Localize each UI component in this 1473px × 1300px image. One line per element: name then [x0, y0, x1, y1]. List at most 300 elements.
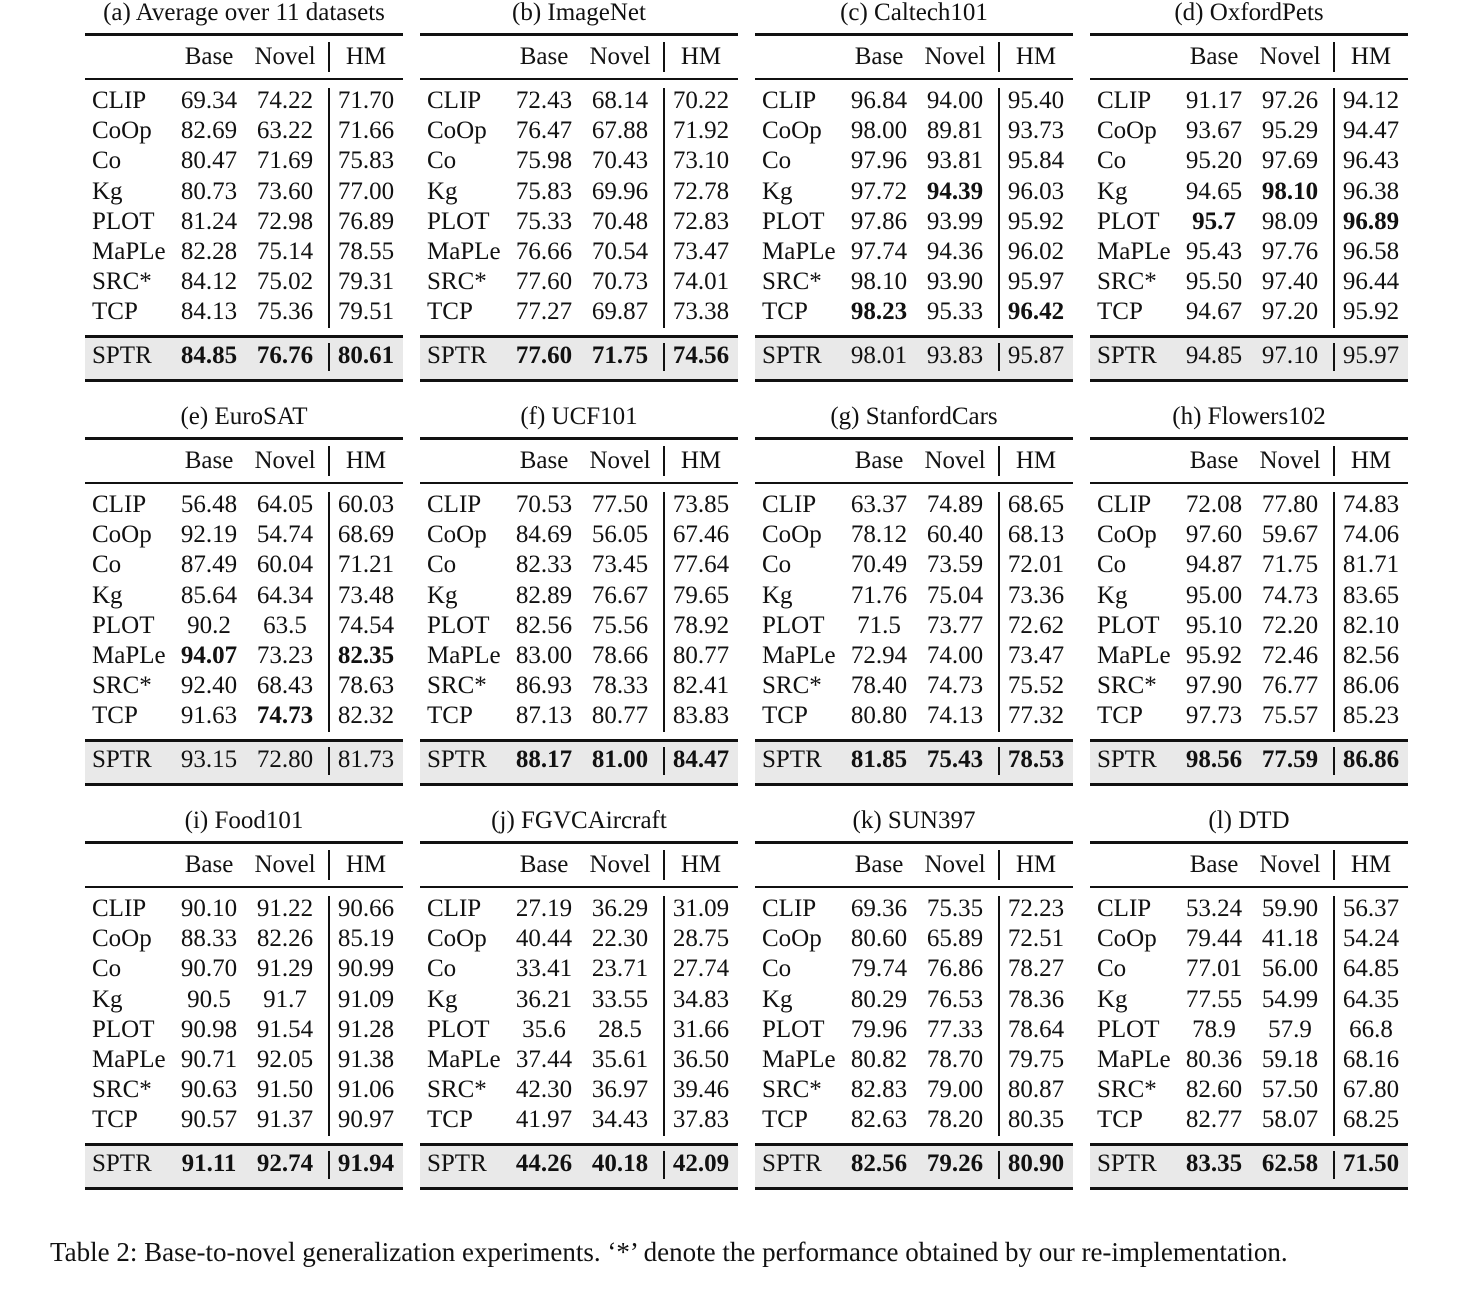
base-value: 80.80 [850, 702, 908, 730]
hm-value: 77.00 [337, 177, 395, 205]
method-name: Kg [92, 985, 123, 1013]
subtable-title: (j) FGVCAircraft [491, 807, 667, 834]
base-value: 80.36 [1185, 1046, 1243, 1073]
base-value: 98.01 [850, 342, 908, 369]
table-row [1090, 297, 1408, 327]
method-name: SPTR [1097, 1150, 1157, 1177]
column-separator [998, 492, 1000, 732]
base-value: 37.44 [515, 1046, 573, 1073]
table-row [85, 550, 403, 580]
hm-value: 68.65 [1007, 491, 1065, 518]
novel-value: 78.20 [926, 1106, 984, 1134]
base-value: 82.83 [850, 1076, 908, 1104]
method-name: CoOp [762, 521, 822, 549]
top-rule [1090, 437, 1408, 440]
base-value: 71.5 [857, 611, 901, 639]
method-name: Co [92, 955, 122, 983]
subtable-title: (a) Average over 11 datasets [103, 0, 385, 26]
novel-value: 70.73 [591, 268, 649, 296]
hm-value: 79.65 [672, 581, 730, 609]
column-separator [328, 42, 330, 72]
table-row [755, 207, 1073, 237]
method-name: CoOp [427, 117, 487, 145]
column-header-row [85, 850, 403, 880]
table-row [1090, 894, 1408, 924]
column-separator [998, 446, 1000, 476]
novel-value: 92.74 [256, 1150, 314, 1177]
column-header-row [755, 42, 1073, 72]
column-header-row [755, 850, 1073, 880]
hm-value: 34.83 [672, 985, 730, 1013]
method-name: CoOp [427, 925, 487, 953]
column-separator [328, 492, 330, 732]
bottom-rule [420, 783, 738, 786]
novel-value: 93.90 [926, 268, 984, 296]
table-row [1090, 924, 1408, 954]
column-separator [328, 88, 330, 328]
hm-value: 77.32 [1007, 702, 1065, 730]
table-row [420, 611, 738, 641]
header-hm: HM [680, 851, 722, 878]
sptr-row [420, 1149, 738, 1179]
column-separator [328, 747, 330, 775]
base-value: 98.00 [850, 117, 908, 145]
novel-value: 64.05 [256, 491, 314, 518]
base-value: 35.6 [522, 1015, 566, 1043]
method-name: PLOT [1097, 207, 1160, 235]
header-hm: HM [1350, 43, 1392, 70]
table-row [85, 520, 403, 550]
novel-value: 75.57 [1261, 702, 1319, 730]
header-base: Base [519, 851, 569, 878]
novel-value: 97.69 [1261, 147, 1319, 175]
column-separator [998, 42, 1000, 72]
novel-value: 56.05 [591, 521, 649, 549]
bottom-rule [85, 783, 403, 786]
top-rule [755, 437, 1073, 440]
method-name: SPTR [762, 746, 822, 773]
method-name: PLOT [762, 1015, 825, 1043]
novel-value: 57.9 [1268, 1015, 1312, 1043]
table-row [755, 550, 1073, 580]
novel-value: 36.97 [591, 1076, 649, 1104]
base-value: 83.00 [515, 642, 573, 669]
method-name: Co [92, 551, 122, 579]
hm-value: 96.89 [1342, 207, 1400, 235]
method-name: TCP [92, 298, 138, 326]
hm-value: 72.01 [1007, 551, 1065, 579]
method-name: Kg [427, 985, 458, 1013]
hm-value: 73.10 [672, 147, 730, 175]
column-separator [663, 492, 665, 732]
hm-value: 73.36 [1007, 581, 1065, 609]
novel-value: 97.26 [1261, 87, 1319, 114]
table-row [420, 701, 738, 731]
novel-value: 68.14 [591, 87, 649, 114]
table-row [420, 894, 738, 924]
column-separator [328, 896, 330, 1136]
table-row [755, 297, 1073, 327]
hm-value: 78.64 [1007, 1015, 1065, 1043]
method-name: SPTR [762, 342, 822, 369]
hm-value: 96.38 [1342, 177, 1400, 205]
base-value: 77.27 [515, 298, 573, 326]
base-value: 97.74 [850, 238, 908, 265]
top-rule [85, 841, 403, 844]
hm-value: 96.42 [1007, 298, 1065, 326]
header-novel: Novel [589, 43, 651, 70]
base-value: 82.33 [515, 551, 573, 579]
sptr-row [1090, 1149, 1408, 1179]
column-separator [998, 88, 1000, 328]
bottom-rule [85, 1187, 403, 1190]
sptr-row [85, 341, 403, 371]
top-rule [420, 437, 738, 440]
hm-value: 64.85 [1342, 955, 1400, 983]
novel-value: 57.50 [1261, 1076, 1319, 1104]
method-name: SPTR [92, 746, 152, 773]
subtable-title: (f) UCF101 [520, 403, 638, 430]
hm-value: 74.54 [337, 611, 395, 639]
base-value: 81.85 [850, 746, 908, 773]
method-name: PLOT [92, 611, 155, 639]
novel-value: 93.83 [926, 342, 984, 369]
base-value: 90.10 [180, 895, 238, 922]
header-base: Base [854, 43, 904, 70]
novel-value: 56.00 [1261, 955, 1319, 983]
top-rule [755, 841, 1073, 844]
column-separator [328, 446, 330, 476]
sptr-row [1090, 745, 1408, 775]
hm-value: 90.99 [337, 955, 395, 983]
novel-value: 70.43 [591, 147, 649, 175]
novel-value: 74.73 [926, 672, 984, 700]
base-value: 82.28 [180, 238, 238, 265]
column-separator [1333, 88, 1335, 328]
header-novel: Novel [924, 447, 986, 474]
subtable-title: (c) Caltech101 [840, 0, 988, 26]
method-name: TCP [1097, 702, 1143, 730]
header-base: Base [854, 851, 904, 878]
novel-value: 69.96 [591, 177, 649, 205]
hm-value: 95.97 [1007, 268, 1065, 296]
hm-value: 80.35 [1007, 1106, 1065, 1134]
novel-value: 73.60 [256, 177, 314, 205]
method-name: SRC* [427, 1076, 487, 1104]
table-row [755, 177, 1073, 207]
column-separator [1333, 850, 1335, 880]
table-row [1090, 146, 1408, 176]
column-separator [998, 896, 1000, 1136]
method-name: Kg [427, 581, 458, 609]
base-value: 56.48 [180, 491, 238, 518]
table-row [1090, 116, 1408, 146]
column-header-row [1090, 42, 1408, 72]
table-row [755, 581, 1073, 611]
hm-value: 77.64 [672, 551, 730, 579]
table-row [85, 490, 403, 520]
table-row [755, 146, 1073, 176]
method-name: PLOT [1097, 1015, 1160, 1043]
method-name: SRC* [1097, 1076, 1157, 1104]
base-value: 36.21 [515, 985, 573, 1013]
hm-value: 82.41 [672, 672, 730, 700]
novel-value: 97.40 [1261, 268, 1319, 296]
column-separator [998, 1151, 1000, 1179]
hm-value: 95.92 [1007, 207, 1065, 235]
table-row [420, 1105, 738, 1135]
table-row [1090, 267, 1408, 297]
method-name: TCP [762, 702, 808, 730]
table-row [755, 954, 1073, 984]
method-name: CLIP [92, 895, 147, 922]
hm-value: 28.75 [672, 925, 730, 953]
base-value: 78.40 [850, 672, 908, 700]
table-row [755, 641, 1073, 671]
novel-value: 81.00 [591, 746, 649, 773]
column-separator [998, 850, 1000, 880]
table-row [420, 985, 738, 1015]
table-row [420, 924, 738, 954]
hm-value: 86.06 [1342, 672, 1400, 700]
header-rule [420, 886, 738, 888]
novel-value: 74.13 [926, 702, 984, 730]
base-value: 95.92 [1185, 642, 1243, 669]
novel-value: 91.7 [263, 985, 307, 1013]
hm-value: 68.25 [1342, 1106, 1400, 1134]
base-value: 97.90 [1185, 672, 1243, 700]
column-header-row [420, 42, 738, 72]
method-name: CLIP [427, 895, 482, 922]
hm-value: 80.90 [1007, 1150, 1065, 1177]
table-row [85, 86, 403, 116]
method-name: CLIP [427, 491, 482, 518]
table-row [1090, 954, 1408, 984]
method-name: PLOT [92, 207, 155, 235]
method-name: TCP [427, 1106, 473, 1134]
method-name: MaPLe [427, 238, 501, 265]
header-base: Base [1189, 851, 1239, 878]
base-value: 95.10 [1185, 611, 1243, 639]
table-row [85, 954, 403, 984]
method-name: CoOp [92, 117, 152, 145]
novel-value: 54.99 [1261, 985, 1319, 1013]
hm-value: 37.83 [672, 1106, 730, 1134]
method-name: Co [1097, 147, 1127, 175]
base-value: 97.73 [1185, 702, 1243, 730]
table-row [420, 1015, 738, 1045]
method-name: Kg [92, 581, 123, 609]
hm-value: 79.75 [1007, 1046, 1065, 1073]
base-value: 82.63 [850, 1106, 908, 1134]
novel-value: 95.33 [926, 298, 984, 326]
table-row [755, 671, 1073, 701]
sptr-row [420, 745, 738, 775]
base-value: 98.10 [850, 268, 908, 296]
novel-value: 78.33 [591, 672, 649, 700]
base-value: 72.43 [515, 87, 573, 114]
table-row [85, 237, 403, 267]
hm-value: 66.8 [1349, 1015, 1393, 1043]
column-separator [328, 1151, 330, 1179]
novel-value: 98.10 [1261, 177, 1319, 205]
header-novel: Novel [924, 851, 986, 878]
column-separator [663, 42, 665, 72]
method-name: Co [1097, 551, 1127, 579]
novel-value: 74.22 [256, 87, 314, 114]
table-row [420, 1075, 738, 1105]
novel-value: 93.99 [926, 207, 984, 235]
method-name: CLIP [92, 491, 147, 518]
column-separator [663, 343, 665, 371]
base-value: 90.98 [180, 1015, 238, 1043]
hm-value: 81.71 [1342, 551, 1400, 579]
base-value: 80.73 [180, 177, 238, 205]
table-row [420, 177, 738, 207]
base-value: 75.33 [515, 207, 573, 235]
hm-value: 95.40 [1007, 87, 1065, 114]
novel-value: 33.55 [591, 985, 649, 1013]
method-name: TCP [1097, 1106, 1143, 1134]
hm-value: 80.61 [337, 342, 395, 369]
header-base: Base [184, 447, 234, 474]
base-value: 53.24 [1185, 895, 1243, 922]
method-name: Kg [762, 581, 793, 609]
column-header-row [420, 850, 738, 880]
hm-value: 96.02 [1007, 238, 1065, 265]
base-value: 79.74 [850, 955, 908, 983]
header-hm: HM [1015, 447, 1057, 474]
novel-value: 71.75 [1261, 551, 1319, 579]
novel-value: 91.37 [256, 1106, 314, 1134]
table-row [85, 267, 403, 297]
table-row [85, 581, 403, 611]
method-name: TCP [427, 702, 473, 730]
method-name: TCP [762, 298, 808, 326]
base-value: 80.82 [850, 1046, 908, 1073]
novel-value: 72.20 [1261, 611, 1319, 639]
method-name: CoOp [762, 925, 822, 953]
bottom-rule [755, 379, 1073, 382]
table-row [755, 520, 1073, 550]
novel-value: 98.09 [1261, 207, 1319, 235]
hm-value: 91.09 [337, 985, 395, 1013]
method-name: Kg [762, 177, 793, 205]
hm-value: 75.83 [337, 147, 395, 175]
base-value: 90.70 [180, 955, 238, 983]
table-row [420, 1045, 738, 1075]
column-separator [1333, 896, 1335, 1136]
base-value: 95.00 [1185, 581, 1243, 609]
base-value: 95.20 [1185, 147, 1243, 175]
table-row [85, 1105, 403, 1135]
novel-value: 75.14 [256, 238, 314, 265]
method-name: CLIP [92, 87, 147, 114]
table-row [85, 701, 403, 731]
method-name: CLIP [762, 895, 817, 922]
table-row [1090, 1105, 1408, 1135]
table-row [420, 671, 738, 701]
base-value: 69.36 [850, 895, 908, 922]
table-row [85, 297, 403, 327]
hm-value: 80.77 [672, 642, 730, 669]
method-name: CoOp [1097, 925, 1157, 953]
hm-value: 95.97 [1342, 342, 1400, 369]
header-rule [85, 78, 403, 80]
header-novel: Novel [589, 851, 651, 878]
novel-value: 92.05 [256, 1046, 314, 1073]
method-name: Co [762, 147, 792, 175]
method-name: Kg [92, 177, 123, 205]
base-value: 27.19 [515, 895, 573, 922]
method-name: Co [1097, 955, 1127, 983]
hm-value: 94.47 [1342, 117, 1400, 145]
hm-value: 68.16 [1342, 1046, 1400, 1073]
column-separator [998, 343, 1000, 371]
base-value: 70.53 [515, 491, 573, 518]
header-novel: Novel [1259, 851, 1321, 878]
hm-value: 31.66 [672, 1015, 730, 1043]
sptr-row [755, 745, 1073, 775]
hm-value: 84.47 [672, 746, 730, 773]
column-separator [1333, 492, 1335, 732]
novel-value: 28.5 [598, 1015, 642, 1043]
base-value: 69.34 [180, 87, 238, 114]
method-name: Co [762, 551, 792, 579]
base-value: 78.12 [850, 521, 908, 549]
method-name: MaPLe [1097, 642, 1171, 669]
base-value: 41.97 [515, 1106, 573, 1134]
table-row [755, 985, 1073, 1015]
base-value: 94.67 [1185, 298, 1243, 326]
hm-value: 94.12 [1342, 87, 1400, 114]
base-value: 77.01 [1185, 955, 1243, 983]
method-name: TCP [762, 1106, 808, 1134]
method-name: CoOp [1097, 521, 1157, 549]
hm-value: 67.80 [1342, 1076, 1400, 1104]
header-novel: Novel [254, 851, 316, 878]
header-novel: Novel [254, 43, 316, 70]
bottom-rule [755, 783, 1073, 786]
novel-value: 76.77 [1261, 672, 1319, 700]
header-rule [85, 482, 403, 484]
base-value: 90.5 [187, 985, 231, 1013]
method-name: TCP [1097, 298, 1143, 326]
base-value: 76.66 [515, 238, 573, 265]
base-value: 95.43 [1185, 238, 1243, 265]
hm-value: 72.62 [1007, 611, 1065, 639]
table-row [1090, 1015, 1408, 1045]
table-row [1090, 550, 1408, 580]
hm-value: 78.53 [1007, 746, 1065, 773]
method-name: PLOT [427, 207, 490, 235]
sptr-row [755, 1149, 1073, 1179]
novel-value: 59.90 [1261, 895, 1319, 922]
novel-value: 76.86 [926, 955, 984, 983]
column-header-row [1090, 446, 1408, 476]
header-rule [420, 78, 738, 80]
method-name: Kg [1097, 581, 1128, 609]
header-hm: HM [1015, 43, 1057, 70]
base-value: 82.56 [850, 1150, 908, 1177]
sptr-row [420, 341, 738, 371]
novel-value: 91.29 [256, 955, 314, 983]
method-name: CLIP [1097, 87, 1152, 114]
novel-value: 63.5 [263, 611, 307, 639]
method-name: SRC* [427, 672, 487, 700]
hm-value: 31.09 [672, 895, 730, 922]
base-value: 83.35 [1185, 1150, 1243, 1177]
